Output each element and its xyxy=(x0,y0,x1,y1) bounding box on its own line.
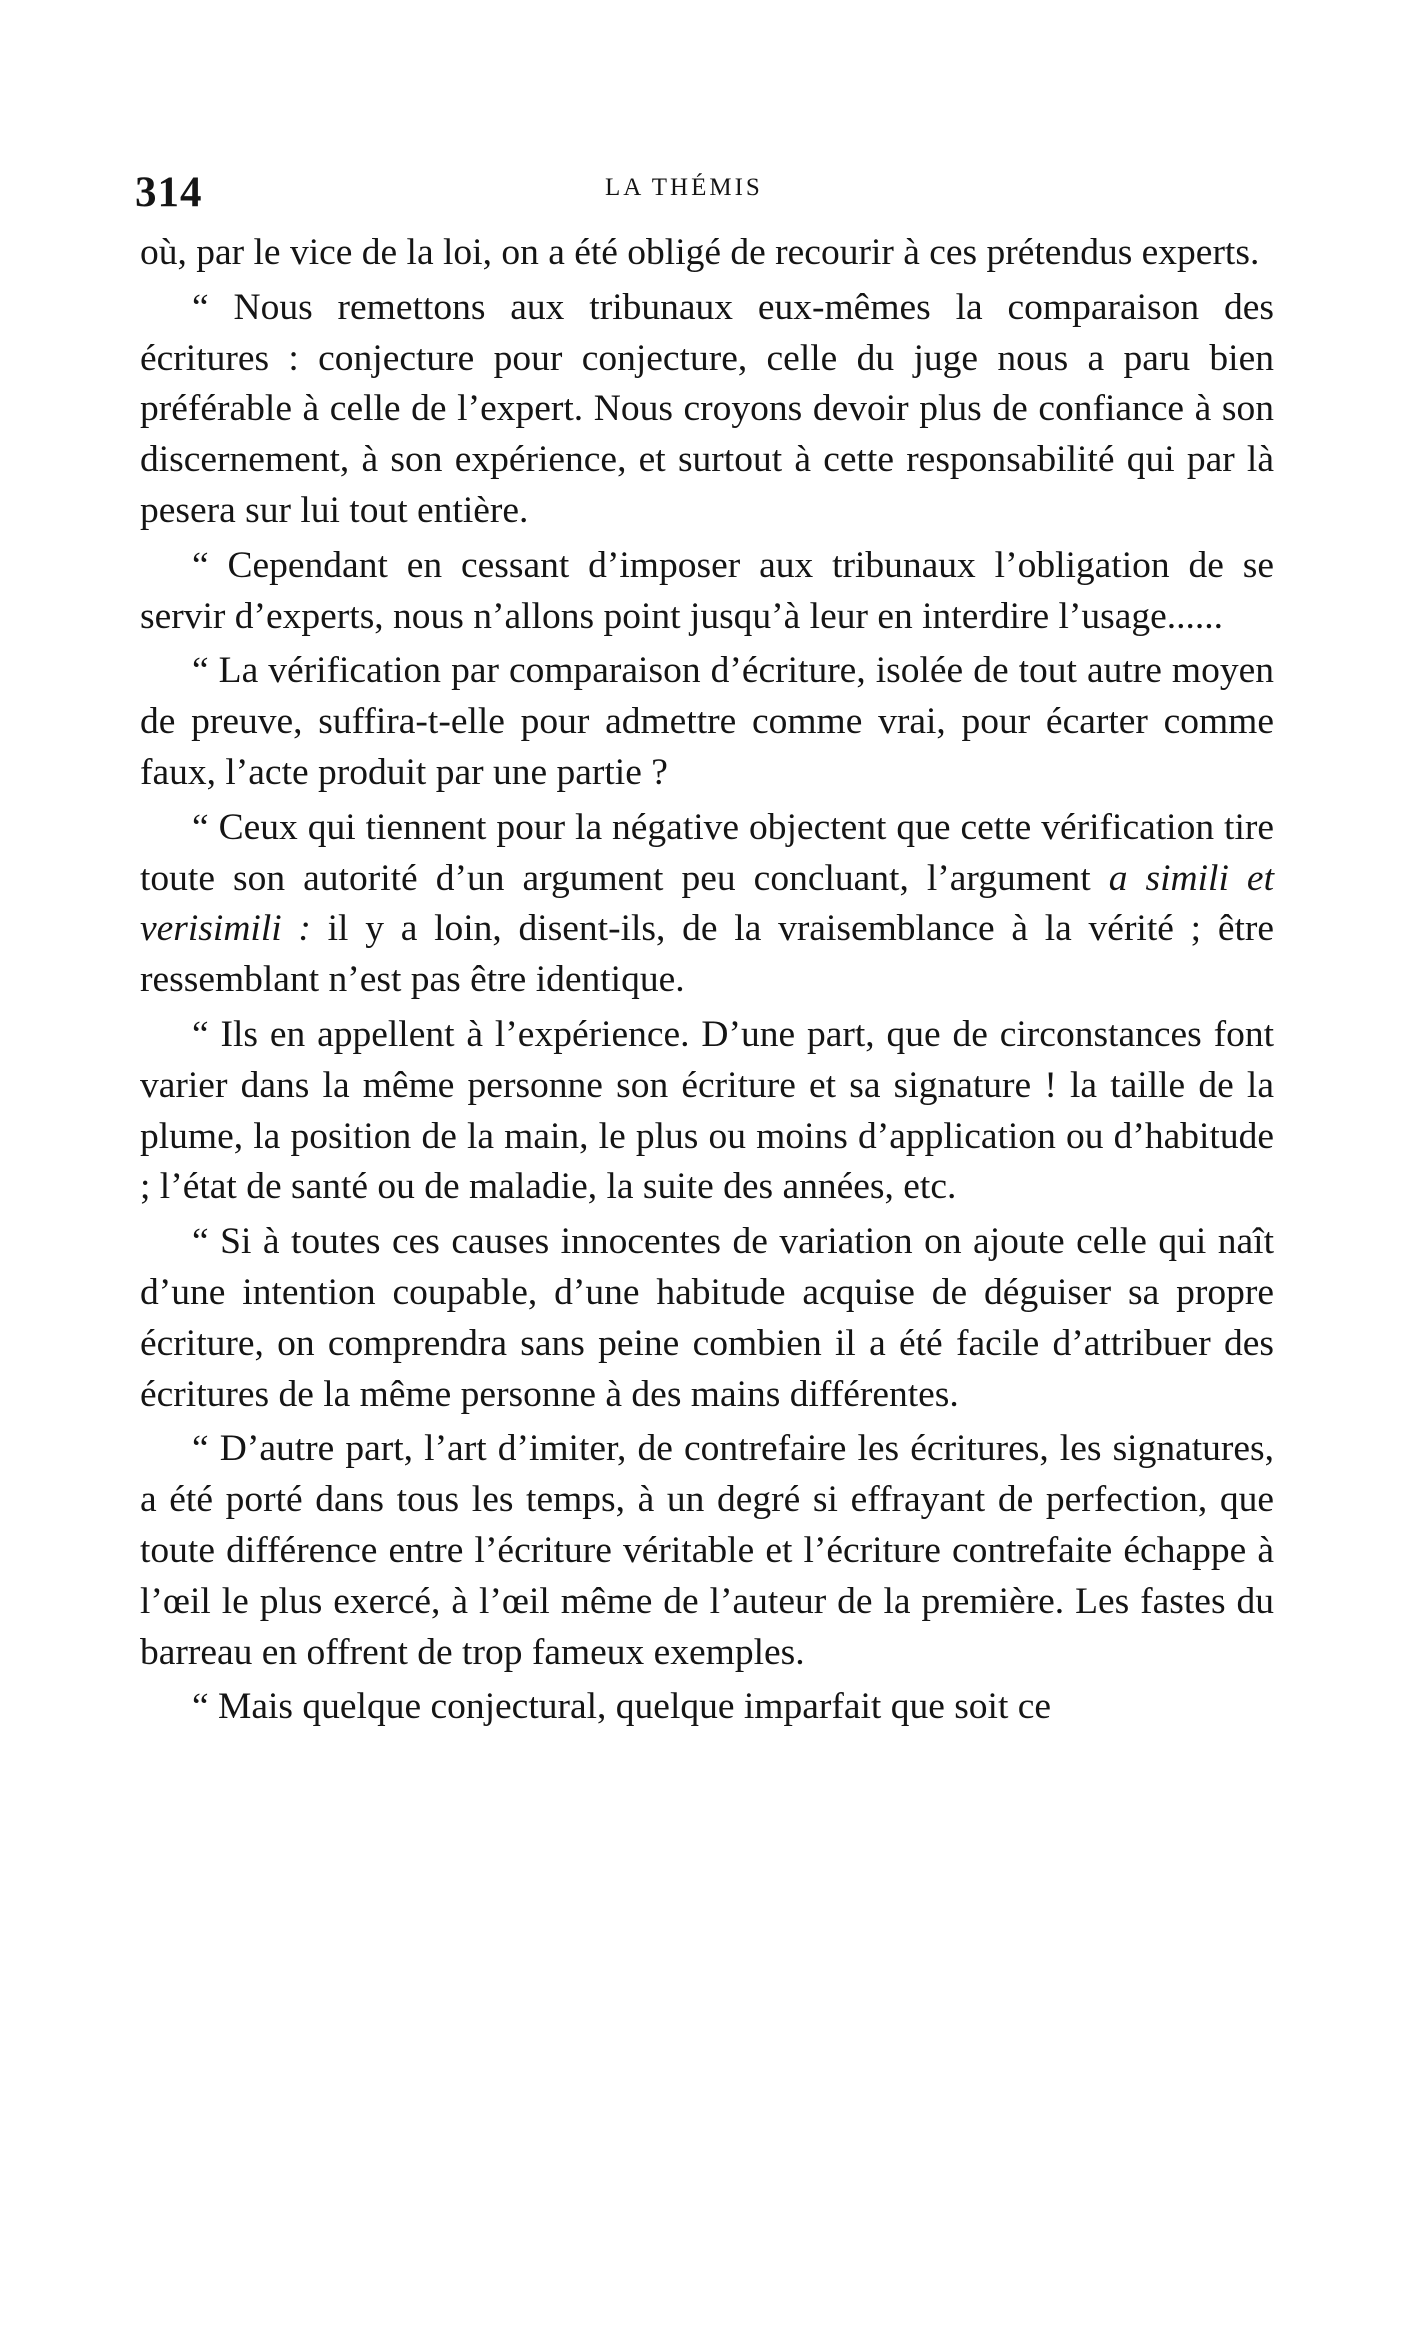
latin-phrase: a simili et verisimili : xyxy=(140,857,1274,950)
paragraph-5-before: “ Ceux qui tiennent pour la négative objectent que cette vérification tire toute son autorité d’un argument peu concluant, l’argument xyxy=(140,806,1274,899)
paragraph-2: “ Nous remettons aux tribunaux eux-mêmes la comparaison des écritures : conjecture pour conjecture, celle du juge nous a paru bien préférable à celle de l’expert. Nous croyons devoir plus de confiance à son discernement, à son expérience, et surtout à cette responsabilité qui par là pesera sur lui tout entière. xyxy=(140,286,1274,531)
paragraph-1: où, par le vice de la loi, on a été obligé de recourir à ces prétendus experts. xyxy=(140,232,1260,273)
page-header xyxy=(135,168,1275,218)
paragraph-8: “ D’autre part, l’art d’imiter, de contrefaire les écritures, les signatures, a été porté dans tous les temps, à un degré si effrayant de perfection, que toute différence entre l’écriture véritable et l’écriture contrefaite échappe à l’œil le plus exercé, à l’œil même de l’auteur de la première. Les fastes du barreau en offrent de trop fameux exemples. xyxy=(140,1428,1274,1673)
body-text xyxy=(140,228,1274,1733)
page-number: 314 xyxy=(135,169,203,216)
paragraph-7: “ Si à toutes ces causes innocentes de variation on ajoute celle qui naît d’une intention coupable, d’une habitude acquise de déguiser sa propre écriture, on comprendra sans peine combien il a été facile d’attribuer des écritures de la même personne à des mains différentes. xyxy=(140,1221,1274,1415)
running-title: LA THÉMIS xyxy=(605,174,763,201)
paragraph-6: “ Ils en appellent à l’expérience. D’une part, que de circonstances font varier dans la même personne son écriture et sa signature ! la taille de la plume, la position de la main, le plus ou moins d’application ou d’habitude ; l’état de santé ou de maladie, la suite des années, etc. xyxy=(140,1013,1274,1208)
paragraph-3: “ Cependant en cessant d’imposer aux tribunaux l’obligation de se servir d’experts, nous n’allons point jusqu’à leur en interdire l’usage...... xyxy=(140,544,1274,637)
paragraph-5 xyxy=(140,803,1274,1006)
paragraph-4: “ La vérification par comparaison d’écriture, isolée de tout autre moyen de preuve, suffira-t-elle pour admettre comme vrai, pour écarter comme faux, l’acte produit par une partie ? xyxy=(140,650,1274,793)
paragraph-5-after: il y a loin, disent-ils, de la vraisemblance à la vérité ; être ressemblant n’est pas être identique. xyxy=(140,908,1275,1001)
paragraph-9: “ Mais quelque conjectural, quelque imparfait que soit ce xyxy=(192,1686,1052,1728)
